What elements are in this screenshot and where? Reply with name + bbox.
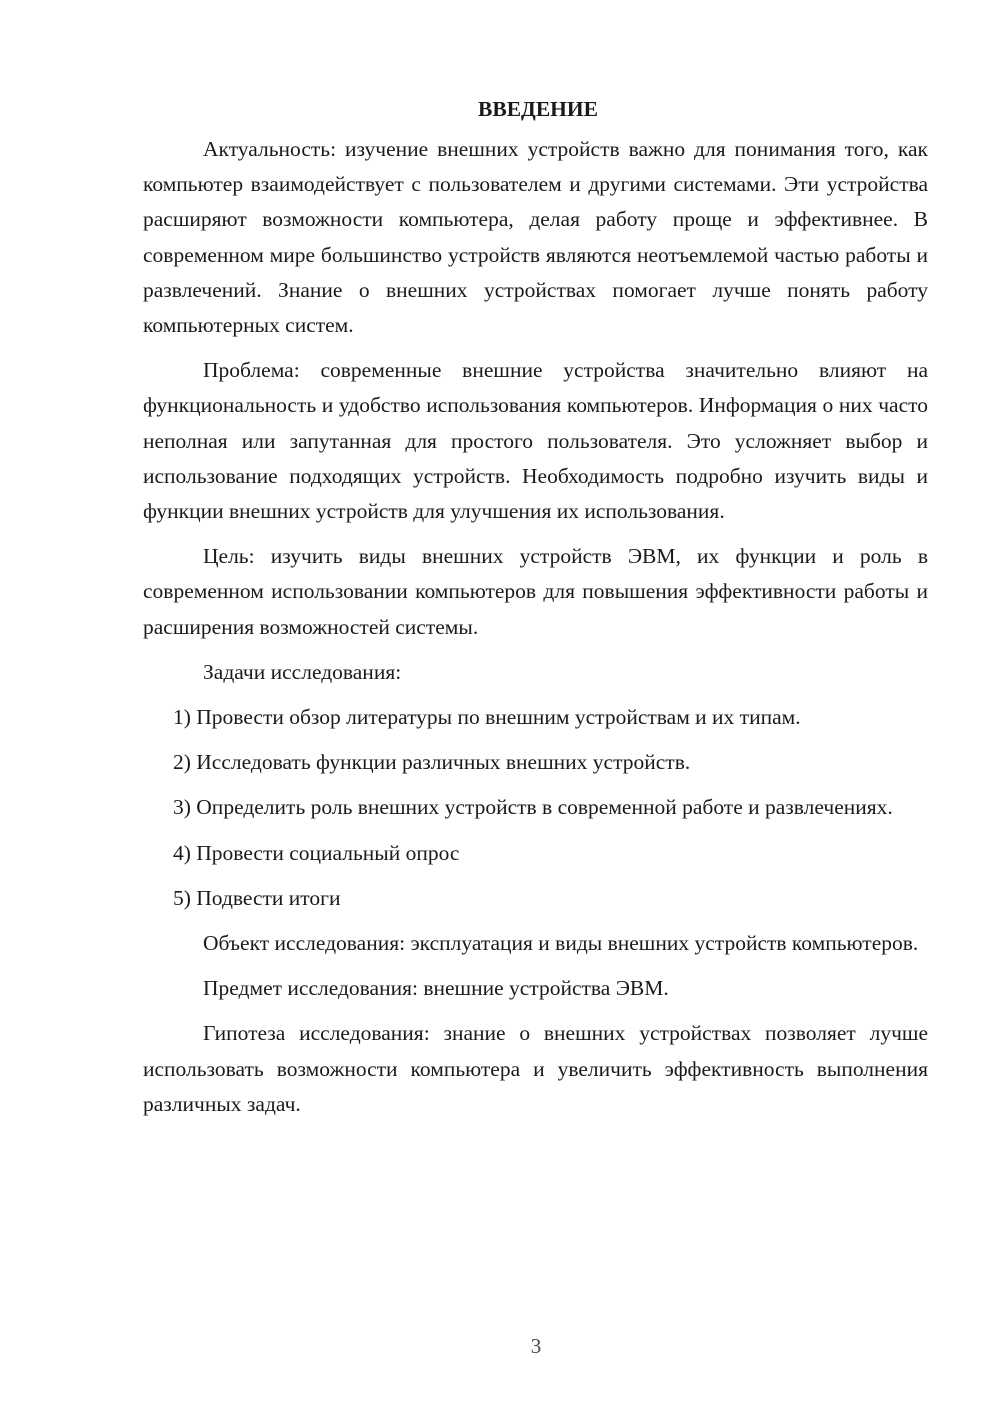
relevance-paragraph: Актуальность: изучение внешних устройств важно для понимания того, как компьютер взаимодействует с пользователем и другими системами. Эти устройства расширяют возможности компьютера, делая работу проще и эффективнее. В современном мире большинство устройств являются неотъемлемой частью работы и развлечений. Знание о внешних устройствах помогает лучше понять работу компьютерных систем. <box>143 137 928 338</box>
task-item: 4) Провести социальный опрос <box>173 840 460 865</box>
task-item: 5) Подвести итоги <box>173 885 341 910</box>
task-item: 3) Определить роль внешних устройств в современной работе и развлечениях. <box>173 795 893 820</box>
task-item: 2) Исследовать функции различных внешних устройств. <box>173 750 691 775</box>
task-item: 1) Провести обзор литературы по внешним устройствам и их типам. <box>173 705 801 730</box>
subject-paragraph: Предмет исследования: внешние устройства ЭВМ. <box>203 976 669 1001</box>
document-page <box>143 92 928 1132</box>
problem-paragraph: Проблема: современные внешние устройства значительно влияют на функциональность и удобство использования компьютеров. Информация о них часто неполная или запутанная для простого пользователя. Это усложняет выбор и использование подходящих устройств. Необходимость подробно изучить виды и функции внешних устройств для улучшения их использования. <box>143 358 928 524</box>
tasks-heading: Задачи исследования: <box>203 659 402 684</box>
page-number: 3 <box>530 1334 542 1358</box>
hypothesis-paragraph: Гипотеза исследования: знание о внешних устройствах позволяет лучше использовать возможности компьютера и увеличить эффективность выполнения различных задач. <box>143 1021 928 1116</box>
goal-paragraph: Цель: изучить виды внешних устройств ЭВМ, их функции и роль в современном использовании компьютеров для повышения эффективности работы и расширения возможностей системы. <box>143 544 928 639</box>
object-paragraph: Объект исследования: эксплуатация и виды внешних устройств компьютеров. <box>203 931 919 956</box>
section-title: ВВЕДЕНИЕ <box>478 97 598 121</box>
